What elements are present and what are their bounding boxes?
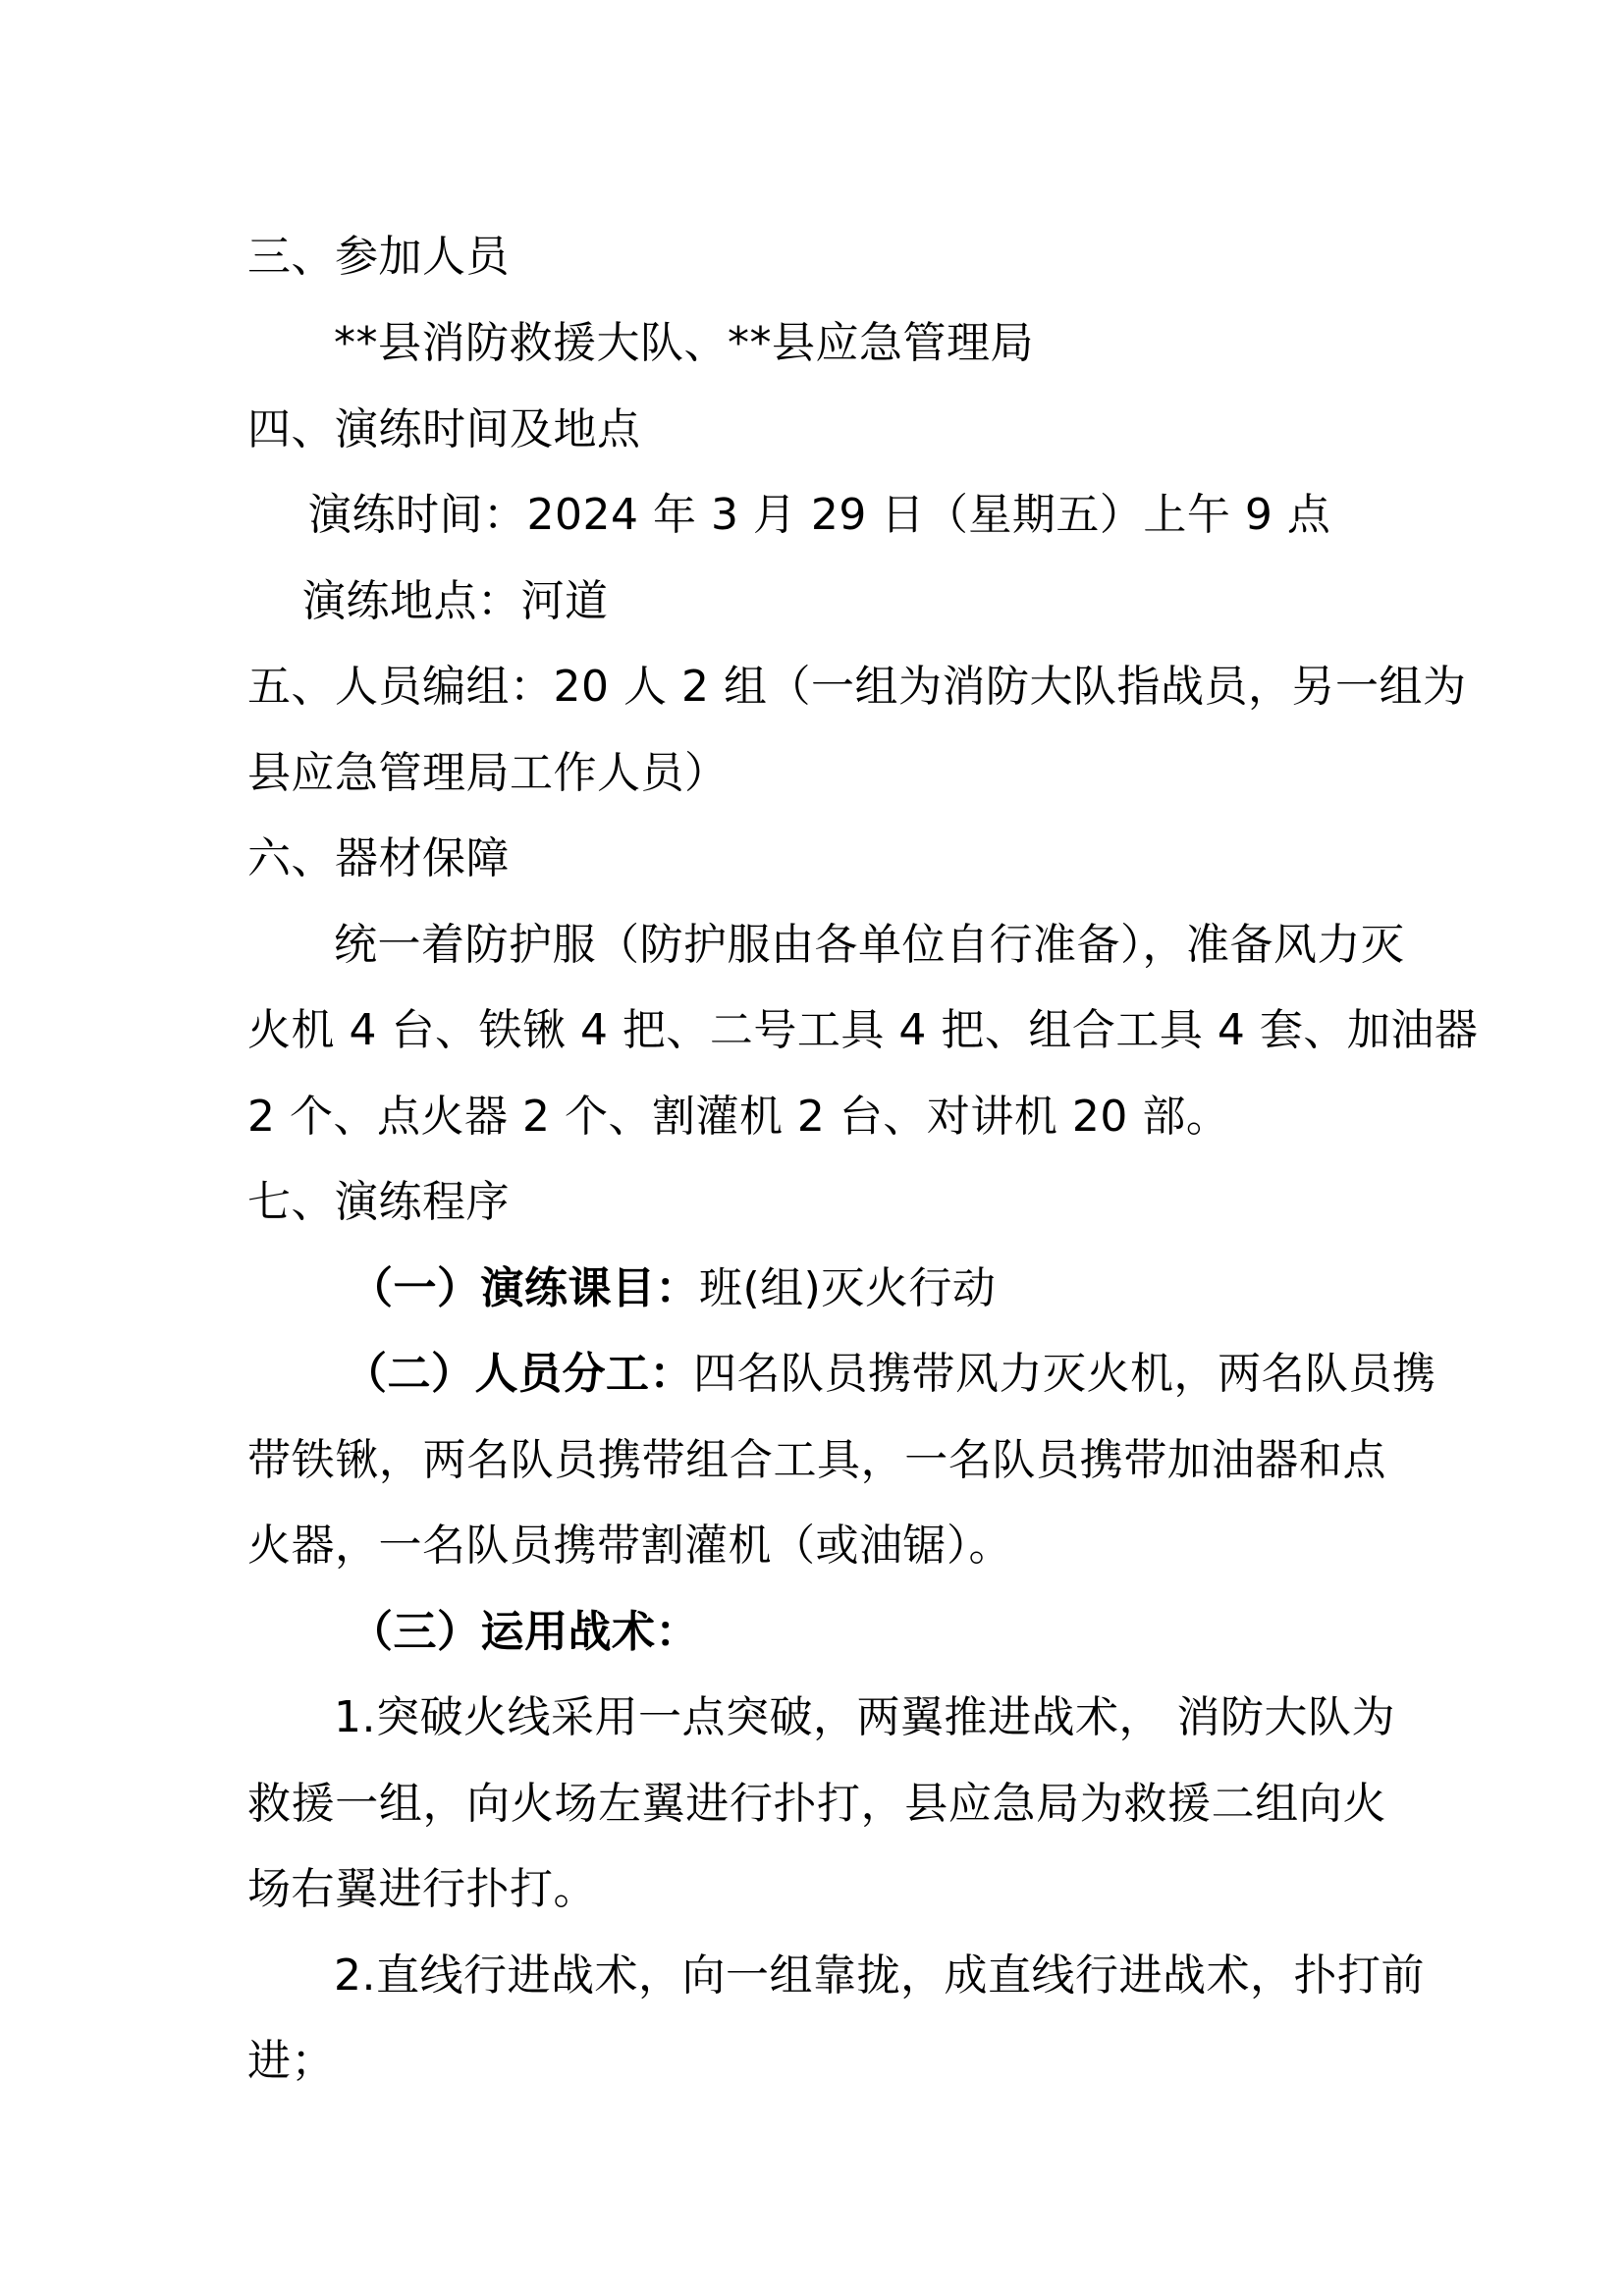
tactic-1-line-1: 1.突破火线采用一点突破，两翼推进战术， 消防大队为 — [334, 1692, 1395, 1742]
tactic-2-line-1: 2.直线行进战术，向一组靠拢，成直线行进战术，扑打前 — [334, 1950, 1425, 2001]
equipment-paragraph-line-2: 火机 4 台、铁锹 4 把、二号工具 4 把、组合工具 4 套、加油器 — [247, 1005, 1479, 1055]
section-heading-time-place: 四、演练时间及地点 — [247, 404, 641, 454]
item-3-label: （三）运用战术： — [350, 1607, 699, 1657]
section-heading-participants: 三、参加人员 — [247, 232, 510, 282]
item-1-label: （一）演练课目： — [350, 1263, 699, 1313]
section-heading-procedure: 七、演练程序 — [247, 1177, 510, 1227]
item-1-text: 班(组)灭火行动 — [699, 1263, 997, 1313]
tactic-1-line-3: 场右翼进行扑打。 — [247, 1864, 597, 1914]
tactic-1-line-2: 救援一组，向火场左翼进行扑打，县应急局为救援二组向火 — [247, 1779, 1386, 1829]
item-2-continuation-2: 火器，一名队员携带割灌机（或油锯）。 — [247, 1521, 1012, 1571]
section-heading-equipment: 六、器材保障 — [247, 833, 510, 883]
equipment-paragraph-line-1: 统一着防护服（防护服由各单位自行准备），准备风力灭 — [334, 920, 1405, 970]
equipment-paragraph-line-3: 2 个、点火器 2 个、割灌机 2 台、对讲机 20 部。 — [247, 1092, 1230, 1142]
item-2-label: （二）人员分工： — [344, 1349, 693, 1399]
item-2-text: 四名队员携带风力灭火机，两名队员携 — [693, 1349, 1436, 1399]
grouping-continuation: 县应急管理局工作人员） — [247, 748, 729, 798]
item-2-line — [344, 1345, 1436, 1404]
item-2-continuation-1: 带铁锹，两名队员携带组合工具，一名队员携带加油器和点 — [247, 1435, 1386, 1485]
participants-text: **县消防救援大队、**县应急管理局 — [334, 318, 1034, 368]
drill-location: 演练地点：河道 — [302, 576, 609, 626]
section-heading-grouping: 五、人员编组：20 人 2 组（一组为消防大队指战员，另一组为 — [247, 662, 1467, 712]
item-1-line — [350, 1259, 996, 1318]
drill-time: 演练时间：2024 年 3 月 29 日（星期五）上午 9 点 — [308, 490, 1331, 540]
tactic-2-line-2: 进； — [247, 2036, 335, 2086]
